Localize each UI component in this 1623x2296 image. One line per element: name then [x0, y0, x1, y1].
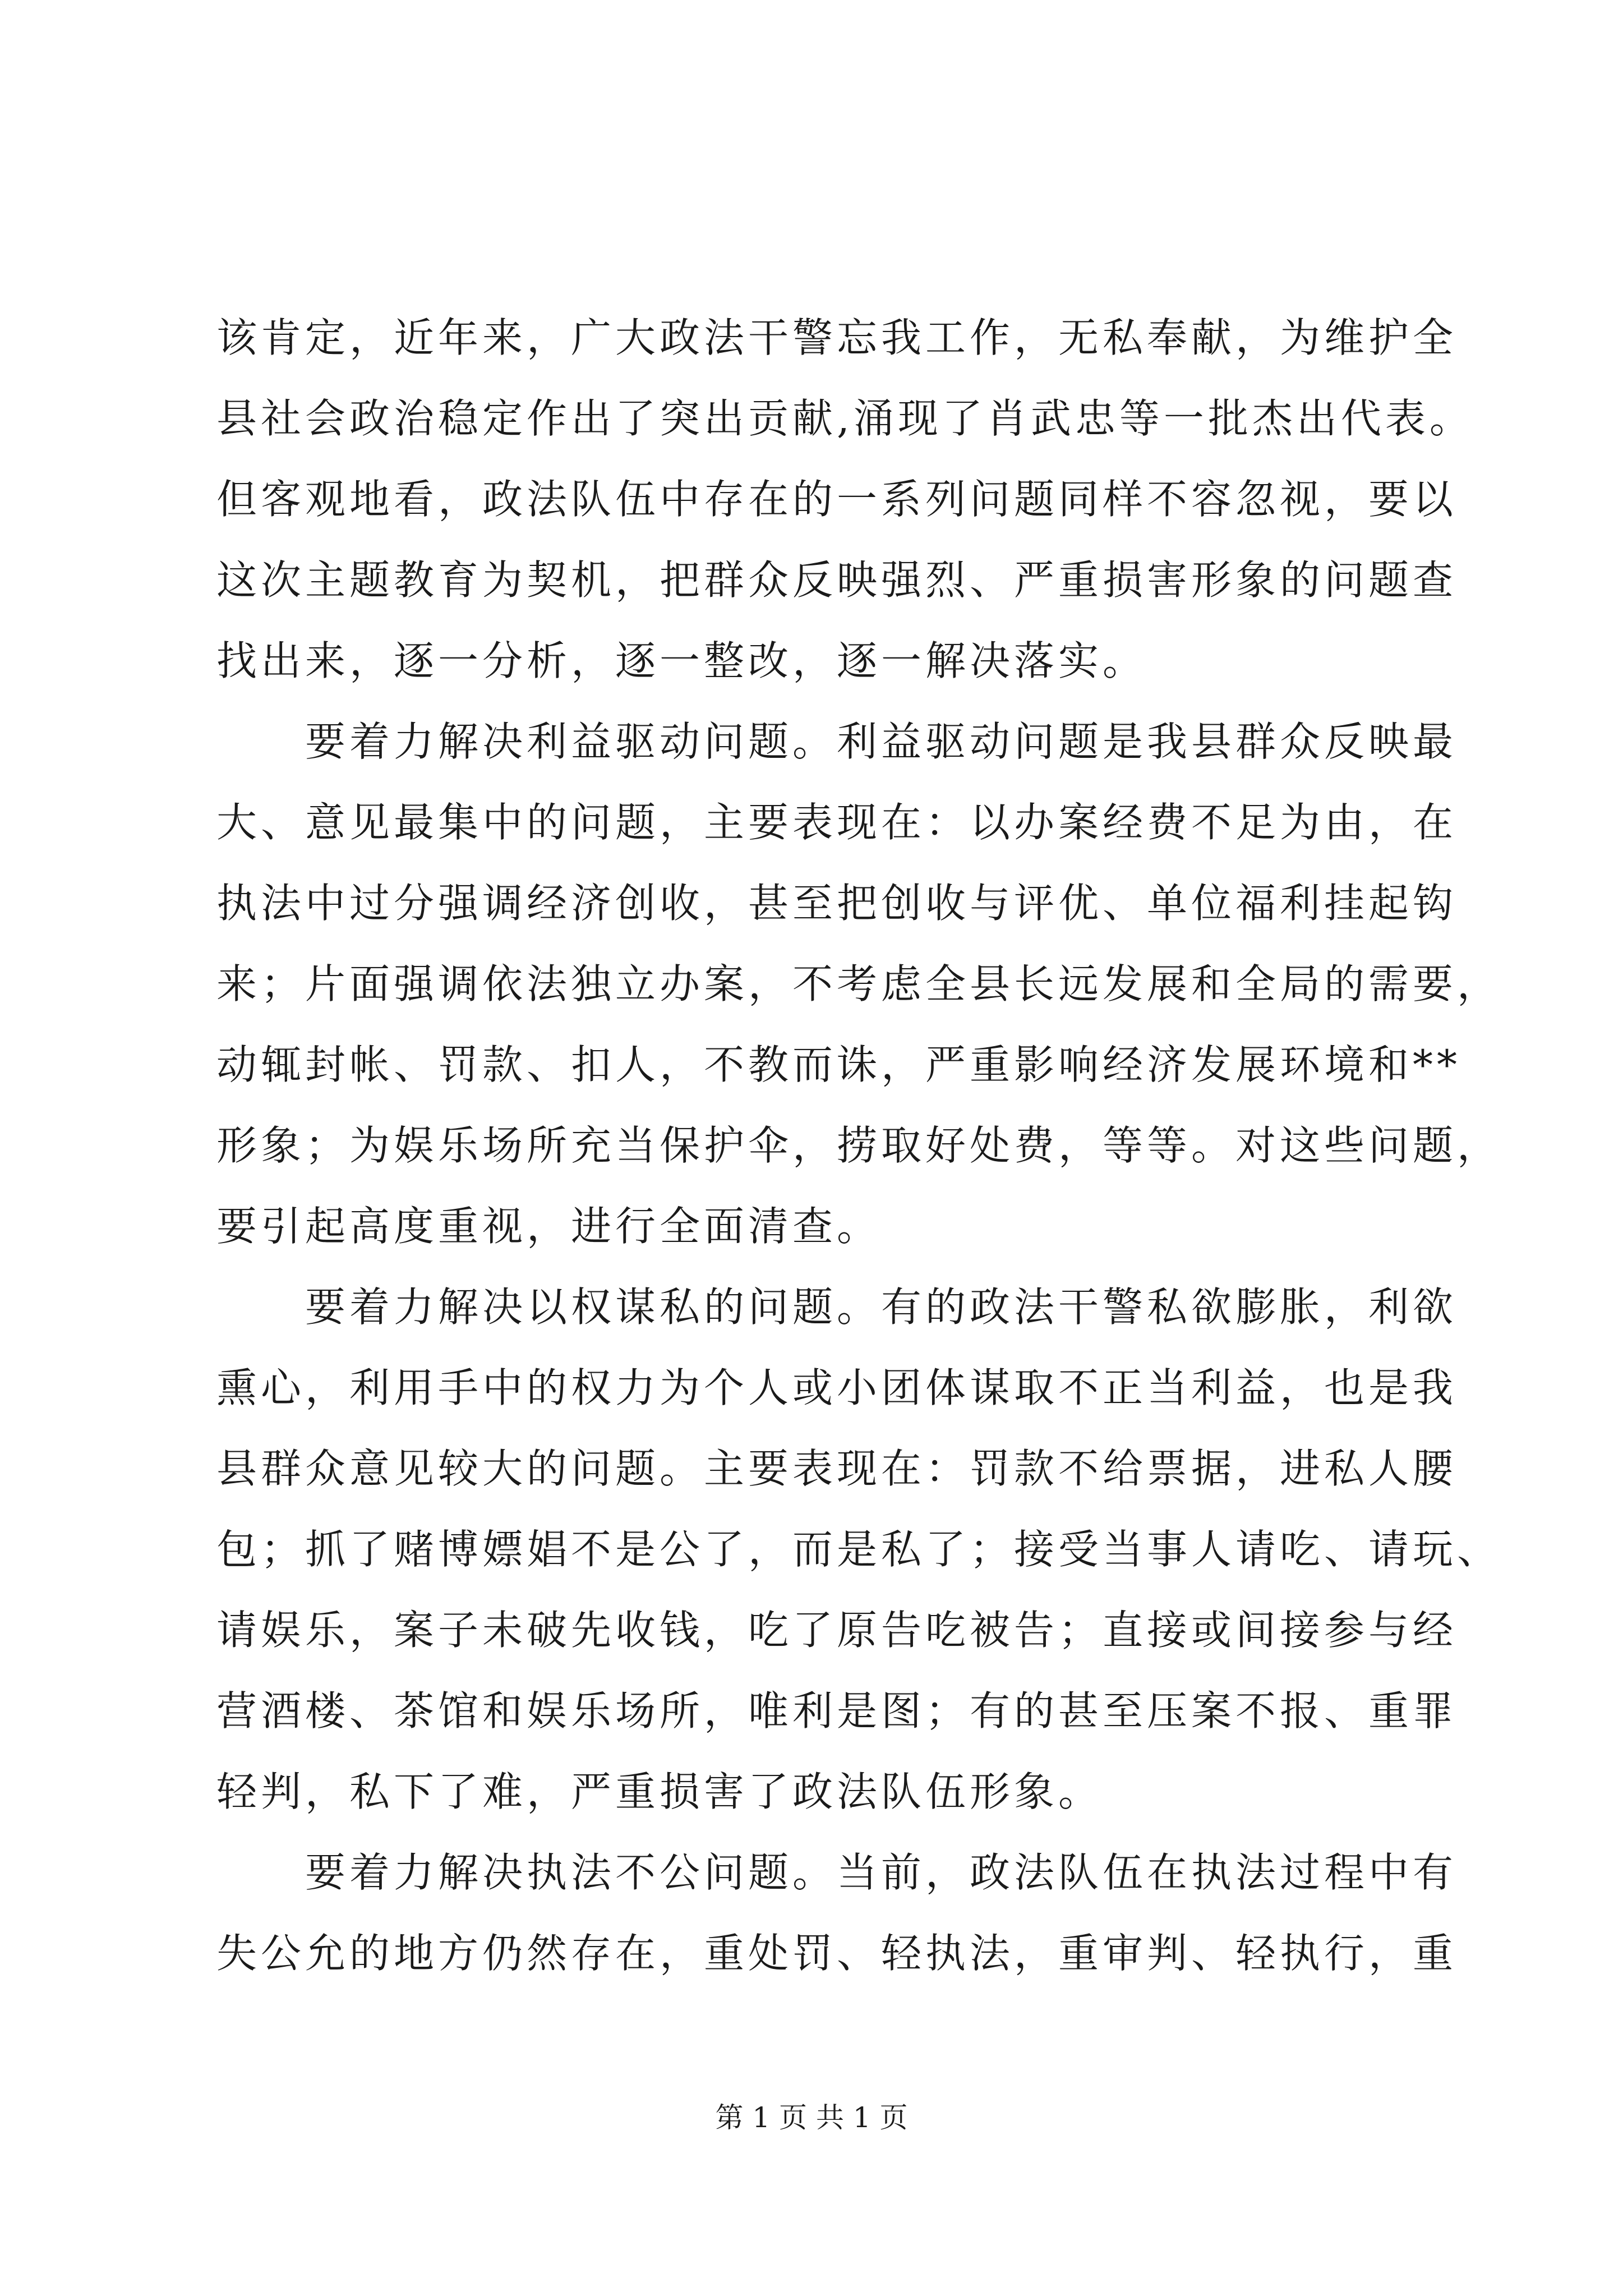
- page-footer: 第 1 页 共 1 页: [715, 2101, 908, 2134]
- text-line: 包；抓了赌博嫖娼不是公了，而是私了；接受当事人请吃、请玩、: [216, 1526, 1502, 1573]
- text-line: 形象；为娱乐场所充当保护伞，捞取好处费，等等。对这些问题，: [216, 1122, 1502, 1169]
- text-line: 这次主题教育为契机，把群众反映强烈、严重损害形象的问题查: [216, 556, 1458, 604]
- text-line: 来；片面强调依法独立办案，不考虑全县长远发展和全局的需要，: [216, 960, 1502, 1007]
- text-line: 动辄封帐、罚款、扣人，不教而诛，严重影响经济发展环境和**: [216, 1041, 1461, 1088]
- paragraph-start-line: 要着力解决利益驱动问题。利益驱动问题是我县群众反映最: [216, 718, 1458, 765]
- text-line: 执法中过分强调经济创收，甚至把创收与评优、单位福利挂起钩: [216, 880, 1458, 927]
- text-line: 县群众意见较大的问题。主要表现在：罚款不给票据，进私人腰: [216, 1445, 1458, 1492]
- text-line: 请娱乐，案子未破先收钱，吃了原告吃被告；直接或间接参与经: [216, 1607, 1458, 1654]
- text-line: 该肯定，近年来，广大政法干警忘我工作，无私奉献，为维护全: [216, 314, 1458, 361]
- paragraph-start-line: 要着力解决执法不公问题。当前，政法队伍在执法过程中有: [216, 1849, 1458, 1896]
- text-line: 县社会政治稳定作出了突出贡献,涌现了肖武忠等一批杰出代表。: [216, 395, 1474, 442]
- paragraph-start-line: 要着力解决以权谋私的问题。有的政法干警私欲膨胀，利欲: [216, 1283, 1458, 1331]
- document-body: [216, 297, 1502, 1994]
- text-line: 要引起高度重视，进行全面清查。: [216, 1203, 882, 1250]
- text-line: 大、意见最集中的问题，主要表现在：以办案经费不足为由，在: [216, 799, 1458, 846]
- text-line: 失公允的地方仍然存在，重处罚、轻执法，重审判、轻执行，重: [216, 1930, 1458, 1977]
- text-line: 但客观地看，政法队伍中存在的一系列问题同样不容忽视，要以: [216, 476, 1458, 523]
- text-line: 轻判，私下了难，严重损害了政法队伍形象。: [216, 1768, 1103, 1815]
- text-line: 营酒楼、茶馆和娱乐场所，唯利是图；有的甚至压案不报、重罪: [216, 1687, 1458, 1734]
- text-line: 找出来，逐一分析，逐一整改，逐一解决落实。: [216, 637, 1147, 684]
- text-line: 熏心，利用手中的权力为个人或小团体谋取不正当利益，也是我: [216, 1364, 1458, 1411]
